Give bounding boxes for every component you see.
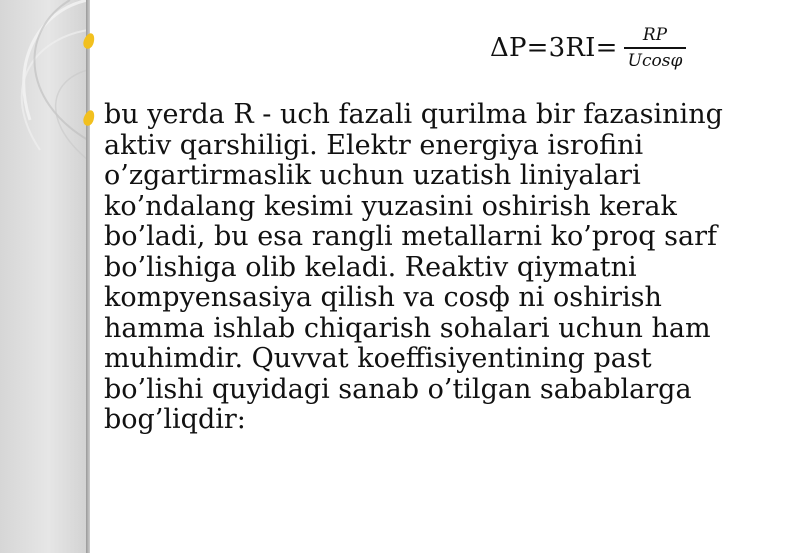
paragraph-line: hamma ishlab chiqarish sohalari uchun ham bbox=[104, 312, 711, 344]
paragraph-line: bo’ladi, bu esa rangli metallarni ko’proq sarf bbox=[104, 221, 718, 252]
paragraph-line: aktiv qarshiligi. Elektr energiya isrofini bbox=[104, 129, 644, 161]
paragraph-line: kompyensasiya qilish va cosф ni oshirish bbox=[104, 282, 662, 313]
formula-fraction bbox=[624, 25, 687, 71]
body-paragraph bbox=[104, 100, 784, 436]
paragraph-line: bu yerda R - uch fazali qurilma bir fazasining bbox=[104, 99, 723, 130]
power-loss-formula bbox=[490, 18, 686, 78]
formula-denominator: Ucosφ bbox=[627, 50, 683, 71]
formula-lhs: ΔP=3RI= bbox=[490, 33, 618, 63]
paragraph-line: ko’ndalang kesimi yuzasini oshirish kerak bbox=[104, 190, 677, 222]
paragraph-line: bo’lishiga olib keladi. Reaktiv qiymatni bbox=[104, 251, 637, 283]
sidebar-arcs-decoration bbox=[0, 0, 88, 553]
formula-numerator: RP bbox=[642, 25, 668, 46]
paragraph-line: bog’liqdir: bbox=[104, 404, 246, 435]
paragraph-line: o’zgartirmaslik uchun uzatish liniyalari bbox=[104, 160, 641, 191]
paragraph-line: muhimdir. Quvvat koeffisiyentining past bbox=[104, 343, 652, 374]
sidebar-divider bbox=[86, 0, 90, 553]
decorative-sidebar bbox=[0, 0, 88, 553]
paragraph-line: bo’lishi quyidagi sanab o’tilgan sabablarga bbox=[104, 373, 692, 405]
